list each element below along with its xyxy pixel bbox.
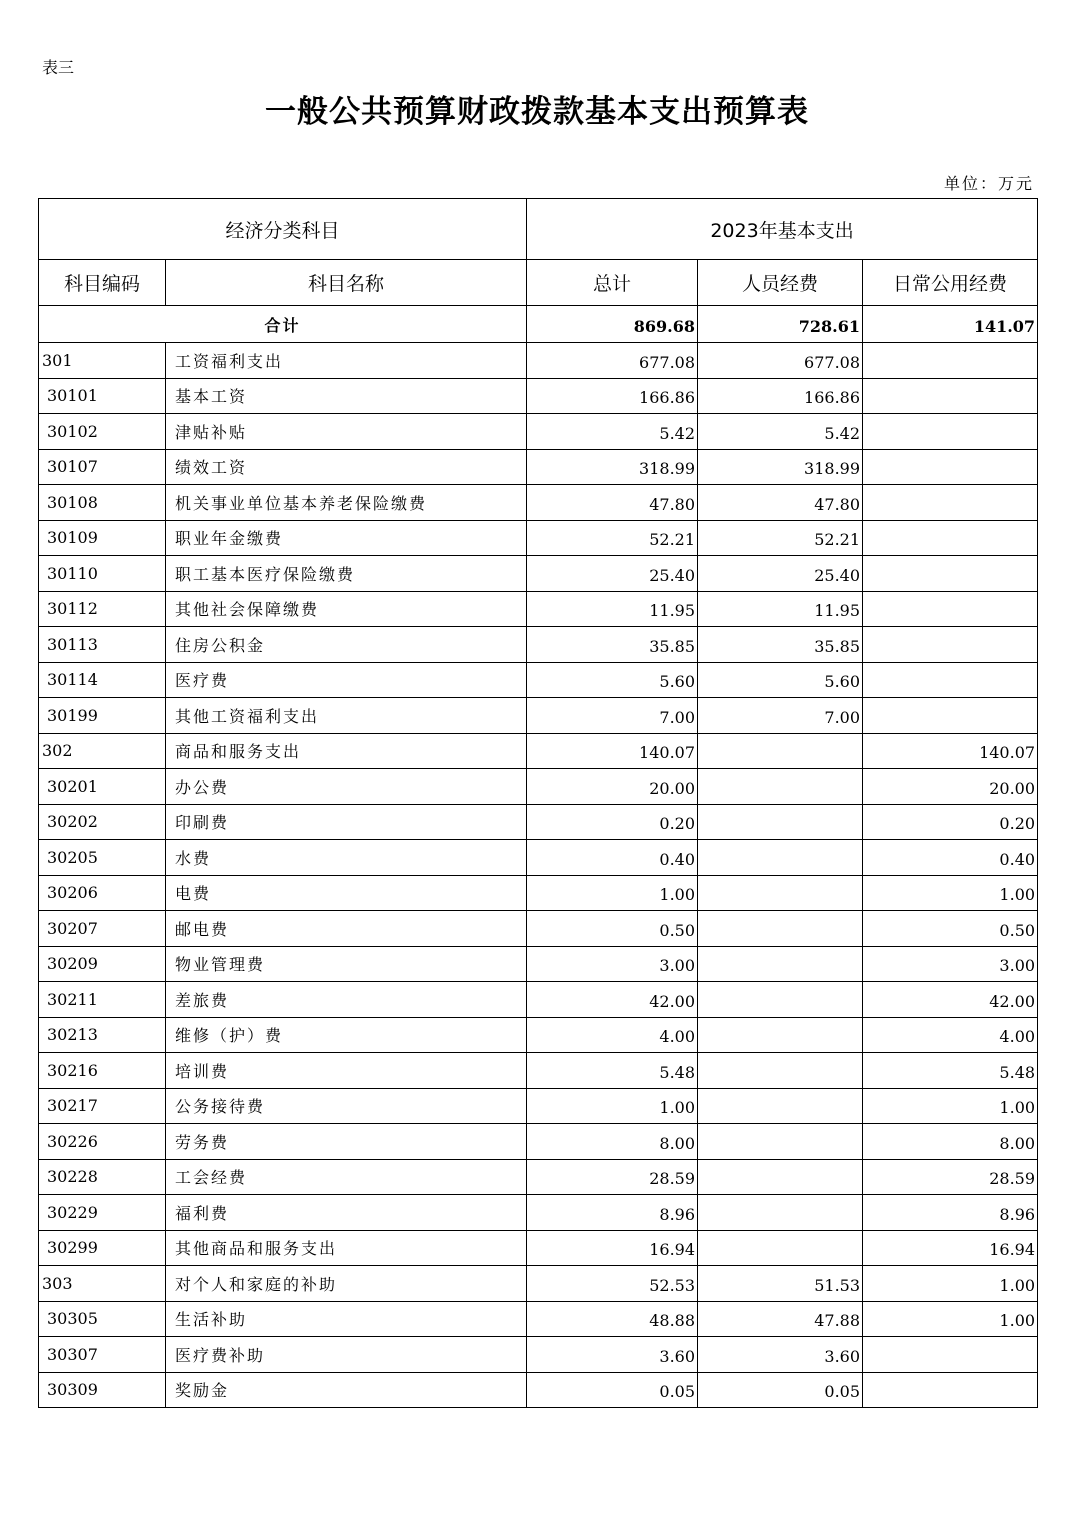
row-name: 劳务费 <box>166 1124 527 1160</box>
row-code: 30305 <box>39 1301 166 1337</box>
row-public: 1.00 <box>863 875 1038 911</box>
table-row <box>39 733 1038 769</box>
row-total: 166.86 <box>527 378 698 414</box>
row-code: 30216 <box>39 1053 166 1089</box>
row-name: 工资福利支出 <box>166 343 527 379</box>
row-total: 42.00 <box>527 982 698 1018</box>
row-total: 1.00 <box>527 875 698 911</box>
row-name: 商品和服务支出 <box>166 733 527 769</box>
row-personnel: 11.95 <box>698 591 863 627</box>
row-public <box>863 520 1038 556</box>
table-row <box>39 556 1038 592</box>
table-label: 表三 <box>42 58 75 77</box>
row-public <box>863 414 1038 450</box>
table-row <box>39 662 1038 698</box>
table-row <box>39 520 1038 556</box>
row-personnel <box>698 1195 863 1231</box>
row-total: 8.00 <box>527 1124 698 1160</box>
row-public: 1.00 <box>863 1301 1038 1337</box>
table-row <box>39 343 1038 379</box>
row-personnel: 25.40 <box>698 556 863 592</box>
row-total: 35.85 <box>527 627 698 663</box>
row-code: 30299 <box>39 1230 166 1266</box>
table-row <box>39 804 1038 840</box>
row-name: 物业管理费 <box>166 946 527 982</box>
row-public <box>863 627 1038 663</box>
row-personnel <box>698 804 863 840</box>
row-public <box>863 698 1038 734</box>
row-total: 677.08 <box>527 343 698 379</box>
row-name: 印刷费 <box>166 804 527 840</box>
table-row <box>39 378 1038 414</box>
row-personnel: 52.21 <box>698 520 863 556</box>
row-name: 办公费 <box>166 769 527 805</box>
row-code: 30108 <box>39 485 166 521</box>
row-total: 0.50 <box>527 911 698 947</box>
row-total: 0.20 <box>527 804 698 840</box>
total-sum: 869.68 <box>527 306 698 343</box>
row-code: 30307 <box>39 1337 166 1373</box>
row-public: 8.00 <box>863 1124 1038 1160</box>
row-code: 301 <box>39 343 166 379</box>
row-personnel: 5.42 <box>698 414 863 450</box>
row-public: 0.20 <box>863 804 1038 840</box>
row-total: 11.95 <box>527 591 698 627</box>
row-public: 0.50 <box>863 911 1038 947</box>
row-personnel: 7.00 <box>698 698 863 734</box>
row-personnel <box>698 733 863 769</box>
header-code: 科目编码 <box>39 260 166 306</box>
row-name: 职业年金缴费 <box>166 520 527 556</box>
row-personnel <box>698 1230 863 1266</box>
header-category: 经济分类科目 <box>39 199 527 260</box>
row-total: 25.40 <box>527 556 698 592</box>
row-code: 30226 <box>39 1124 166 1160</box>
row-total: 16.94 <box>527 1230 698 1266</box>
row-name: 奖励金 <box>166 1372 527 1408</box>
row-code: 30201 <box>39 769 166 805</box>
header-name: 科目名称 <box>166 260 527 306</box>
row-total: 7.00 <box>527 698 698 734</box>
row-personnel: 51.53 <box>698 1266 863 1302</box>
row-total: 3.60 <box>527 1337 698 1373</box>
row-code: 30211 <box>39 982 166 1018</box>
total-label: 合计 <box>39 306 527 343</box>
row-name: 维修（护）费 <box>166 1017 527 1053</box>
row-code: 30107 <box>39 449 166 485</box>
header-public: 日常公用经费 <box>863 260 1038 306</box>
row-total: 5.42 <box>527 414 698 450</box>
row-public: 140.07 <box>863 733 1038 769</box>
row-personnel <box>698 982 863 1018</box>
row-public <box>863 378 1038 414</box>
row-code: 30228 <box>39 1159 166 1195</box>
table-row <box>39 449 1038 485</box>
row-public: 1.00 <box>863 1088 1038 1124</box>
row-personnel: 35.85 <box>698 627 863 663</box>
row-total: 3.00 <box>527 946 698 982</box>
row-total: 52.53 <box>527 1266 698 1302</box>
row-personnel <box>698 1088 863 1124</box>
row-public <box>863 1372 1038 1408</box>
row-code: 30209 <box>39 946 166 982</box>
row-name: 水费 <box>166 840 527 876</box>
header-personnel: 人员经费 <box>698 260 863 306</box>
row-total: 4.00 <box>527 1017 698 1053</box>
row-total: 28.59 <box>527 1159 698 1195</box>
row-personnel <box>698 840 863 876</box>
row-personnel <box>698 1159 863 1195</box>
table-row <box>39 414 1038 450</box>
table-row <box>39 1372 1038 1408</box>
row-code: 30102 <box>39 414 166 450</box>
budget-table <box>38 198 1038 1408</box>
row-public <box>863 1337 1038 1373</box>
row-name: 生活补助 <box>166 1301 527 1337</box>
header-year: 2023年基本支出 <box>527 199 1038 260</box>
table-row <box>39 627 1038 663</box>
row-total: 140.07 <box>527 733 698 769</box>
row-name: 职工基本医疗保险缴费 <box>166 556 527 592</box>
table-row <box>39 1088 1038 1124</box>
row-code: 30101 <box>39 378 166 414</box>
row-name: 其他社会保障缴费 <box>166 591 527 627</box>
row-public: 16.94 <box>863 1230 1038 1266</box>
table-row <box>39 1159 1038 1195</box>
table-row <box>39 1195 1038 1231</box>
row-code: 30199 <box>39 698 166 734</box>
table-row <box>39 946 1038 982</box>
row-public <box>863 662 1038 698</box>
row-total: 52.21 <box>527 520 698 556</box>
total-row <box>39 306 1038 343</box>
row-personnel <box>698 946 863 982</box>
row-code: 30113 <box>39 627 166 663</box>
row-name: 其他商品和服务支出 <box>166 1230 527 1266</box>
row-code: 30112 <box>39 591 166 627</box>
table-row <box>39 591 1038 627</box>
row-personnel <box>698 769 863 805</box>
header-total: 总计 <box>527 260 698 306</box>
row-code: 302 <box>39 733 166 769</box>
table-row <box>39 1230 1038 1266</box>
table-row <box>39 840 1038 876</box>
row-public: 4.00 <box>863 1017 1038 1053</box>
row-public: 42.00 <box>863 982 1038 1018</box>
row-total: 1.00 <box>527 1088 698 1124</box>
row-personnel: 3.60 <box>698 1337 863 1373</box>
table-row <box>39 1124 1038 1160</box>
row-code: 30206 <box>39 875 166 911</box>
row-code: 30109 <box>39 520 166 556</box>
table-row <box>39 911 1038 947</box>
row-name: 工会经费 <box>166 1159 527 1195</box>
row-personnel <box>698 1017 863 1053</box>
row-code: 303 <box>39 1266 166 1302</box>
table-row <box>39 875 1038 911</box>
row-public: 3.00 <box>863 946 1038 982</box>
table-row <box>39 982 1038 1018</box>
row-personnel <box>698 911 863 947</box>
row-public: 8.96 <box>863 1195 1038 1231</box>
row-public: 0.40 <box>863 840 1038 876</box>
row-name: 津贴补贴 <box>166 414 527 450</box>
row-total: 5.48 <box>527 1053 698 1089</box>
row-name: 绩效工资 <box>166 449 527 485</box>
total-personnel: 728.61 <box>698 306 863 343</box>
row-total: 8.96 <box>527 1195 698 1231</box>
row-public <box>863 343 1038 379</box>
row-total: 318.99 <box>527 449 698 485</box>
row-personnel: 47.88 <box>698 1301 863 1337</box>
row-personnel: 166.86 <box>698 378 863 414</box>
row-name: 机关事业单位基本养老保险缴费 <box>166 485 527 521</box>
row-personnel: 677.08 <box>698 343 863 379</box>
row-personnel <box>698 1124 863 1160</box>
table-row <box>39 1017 1038 1053</box>
row-code: 30309 <box>39 1372 166 1408</box>
row-code: 30110 <box>39 556 166 592</box>
table-row <box>39 769 1038 805</box>
row-name: 医疗费补助 <box>166 1337 527 1373</box>
row-code: 30114 <box>39 662 166 698</box>
row-public <box>863 591 1038 627</box>
table-row <box>39 1337 1038 1373</box>
total-public: 141.07 <box>863 306 1038 343</box>
row-name: 对个人和家庭的补助 <box>166 1266 527 1302</box>
table-row <box>39 1266 1038 1302</box>
row-name: 电费 <box>166 875 527 911</box>
row-public <box>863 449 1038 485</box>
table-row <box>39 485 1038 521</box>
row-total: 0.40 <box>527 840 698 876</box>
row-name: 公务接待费 <box>166 1088 527 1124</box>
row-name: 住房公积金 <box>166 627 527 663</box>
row-total: 0.05 <box>527 1372 698 1408</box>
row-code: 30217 <box>39 1088 166 1124</box>
table-row <box>39 1053 1038 1089</box>
row-personnel <box>698 1053 863 1089</box>
row-personnel: 47.80 <box>698 485 863 521</box>
row-total: 48.88 <box>527 1301 698 1337</box>
row-personnel <box>698 875 863 911</box>
row-total: 20.00 <box>527 769 698 805</box>
row-code: 30202 <box>39 804 166 840</box>
row-name: 基本工资 <box>166 378 527 414</box>
row-total: 47.80 <box>527 485 698 521</box>
page-title: 一般公共预算财政拨款基本支出预算表 <box>265 94 809 130</box>
row-name: 其他工资福利支出 <box>166 698 527 734</box>
row-code: 30213 <box>39 1017 166 1053</box>
row-public: 20.00 <box>863 769 1038 805</box>
row-name: 培训费 <box>166 1053 527 1089</box>
row-personnel: 0.05 <box>698 1372 863 1408</box>
row-name: 邮电费 <box>166 911 527 947</box>
row-personnel: 318.99 <box>698 449 863 485</box>
row-name: 医疗费 <box>166 662 527 698</box>
row-public <box>863 485 1038 521</box>
row-public: 1.00 <box>863 1266 1038 1302</box>
row-total: 5.60 <box>527 662 698 698</box>
row-public <box>863 556 1038 592</box>
row-public: 5.48 <box>863 1053 1038 1089</box>
table-row <box>39 1301 1038 1337</box>
unit-label: 单位：万元 <box>943 174 1034 193</box>
row-personnel: 5.60 <box>698 662 863 698</box>
row-code: 30205 <box>39 840 166 876</box>
row-code: 30207 <box>39 911 166 947</box>
row-code: 30229 <box>39 1195 166 1231</box>
row-name: 差旅费 <box>166 982 527 1018</box>
table-row <box>39 698 1038 734</box>
row-name: 福利费 <box>166 1195 527 1231</box>
row-public: 28.59 <box>863 1159 1038 1195</box>
